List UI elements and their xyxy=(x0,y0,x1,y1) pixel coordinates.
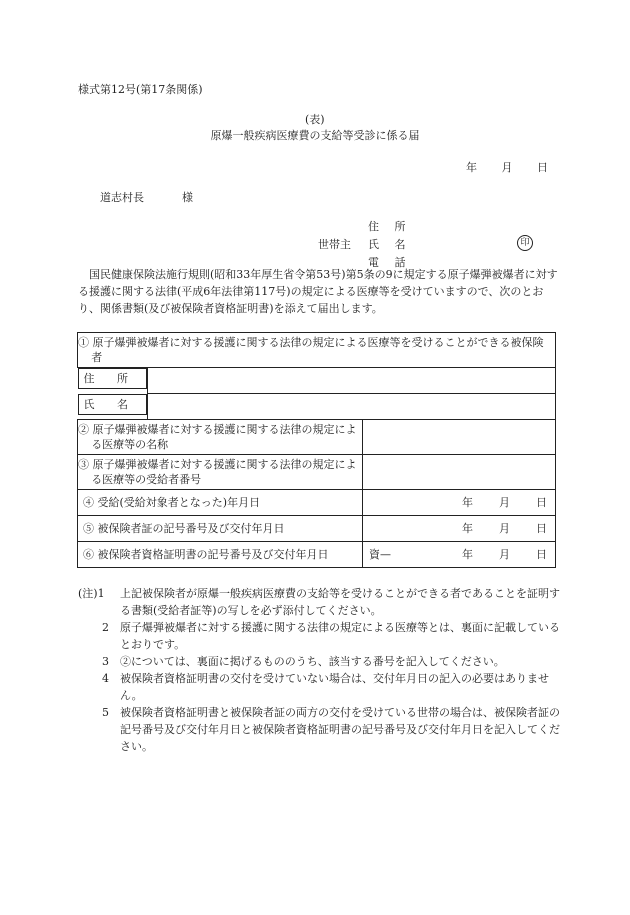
note-number: (注)1 xyxy=(78,587,105,600)
address-label-b: 所 xyxy=(117,372,128,385)
insurance-card-label: ⑤ 被保険者証の記号番号及び交付年月日 xyxy=(78,516,363,542)
note-text: 被保険者資格証明書の交付を受けていない場合は、交付年月日の記入の必要はありません。 xyxy=(120,672,549,702)
applicant-role: 世帯主 xyxy=(318,238,351,251)
recipient-number-label: ③ 原子爆弾被爆者に対する援護に関する法律の規定による医療等の受給者番号 xyxy=(78,455,363,490)
note-number: 2 xyxy=(102,621,109,634)
treatment-name-field[interactable] xyxy=(363,420,556,455)
address-field[interactable] xyxy=(148,368,556,394)
month-label: 月 xyxy=(499,548,510,561)
side-label: (表) xyxy=(305,113,325,126)
form-title: 原爆一般疾病医療費の支給等受診に係る届 xyxy=(210,129,420,142)
address-label-a: 住 xyxy=(83,372,95,385)
name-label-b: 名 xyxy=(117,397,128,411)
year-label: 年 xyxy=(462,496,473,509)
month-label: 月 xyxy=(501,161,513,174)
applicant-name-label: 氏 名 xyxy=(368,238,412,251)
receipt-date-field[interactable] xyxy=(363,490,556,516)
day-label: 日 xyxy=(536,548,547,561)
insured-header: ① 原子爆弾被爆者に対する援護に関する法律の規定による医療等を受けることができる被保険者 xyxy=(78,333,556,368)
notes xyxy=(78,585,562,755)
treatment-name-label: ② 原子爆弾被爆者に対する援護に関する法律の規定による医療等の名称 xyxy=(78,420,363,455)
receipt-date-label: ④ 受給(受給対象者となった)年月日 xyxy=(78,490,363,516)
addressee-name: 道志村長 xyxy=(100,191,144,204)
note-text: 上記被保険者が原爆一般疾病医療費の支給等を受けることができる者であることを証明する書類(受給者証等)の写しを必ず添付してください。 xyxy=(120,587,560,617)
applicant-phone-label: 電 話 xyxy=(368,256,412,269)
note-number: 4 xyxy=(102,672,109,685)
insured-person-table xyxy=(77,332,556,568)
day-label: 日 xyxy=(536,522,547,535)
day-label: 日 xyxy=(536,496,547,509)
day-label: 日 xyxy=(537,161,548,174)
note-item xyxy=(78,704,562,755)
seal-mark: 印 xyxy=(517,235,533,251)
note-item xyxy=(78,670,562,704)
note-text: ②については、裏面に掲げるもののうち、該当する番号を記入してください。 xyxy=(120,655,505,668)
note-text: 被保険者資格証明書と被保険者証の両方の交付を受けている世帯の場合は、被保険者証の記号番号及び交付年月日と被保険者資格証明書の記号番号及び交付年月日を記入してください。 xyxy=(120,706,560,753)
body-text: 国民健康保険法施行規則(昭和33年厚生省令第53号)第5条の9に規定する原子爆弾被爆者に対する援護に関する法律(平成6年法律第117号)の規定による医療等を受けていますので、次のとおり、関係書類(及び被保険者資格証明書)を添えて届出します。 xyxy=(78,268,558,315)
addressee xyxy=(100,190,193,207)
applicant-address-label: 住 所 xyxy=(368,220,412,233)
note-text: 原子爆弾被爆者に対する援護に関する法律の規定による医療等とは、裏面に記載しているとおりです。 xyxy=(120,621,560,651)
year-label: 年 xyxy=(466,161,477,174)
addressee-honorific: 様 xyxy=(182,191,193,204)
note-number: 5 xyxy=(102,706,109,719)
note-number: 3 xyxy=(102,655,109,668)
submission-date xyxy=(466,160,548,177)
insurance-card-field[interactable] xyxy=(363,516,556,542)
qualification-cert-field[interactable] xyxy=(363,542,556,568)
note-item xyxy=(78,653,562,670)
year-label: 年 xyxy=(462,522,473,535)
year-label: 年 xyxy=(462,548,473,561)
name-label-a: 氏 xyxy=(83,397,95,411)
name-label xyxy=(78,394,148,415)
cert-prefix: 資— xyxy=(369,548,391,561)
note-item xyxy=(78,619,562,653)
month-label: 月 xyxy=(499,496,510,509)
address-label xyxy=(78,368,148,389)
name-field[interactable] xyxy=(148,394,556,420)
form-number: 様式第12号(第17条関係) xyxy=(78,83,203,96)
month-label: 月 xyxy=(499,522,510,535)
note-item xyxy=(78,585,562,619)
recipient-number-field[interactable] xyxy=(363,455,556,490)
qualification-cert-label: ⑥ 被保険者資格証明書の記号番号及び交付年月日 xyxy=(78,542,363,568)
